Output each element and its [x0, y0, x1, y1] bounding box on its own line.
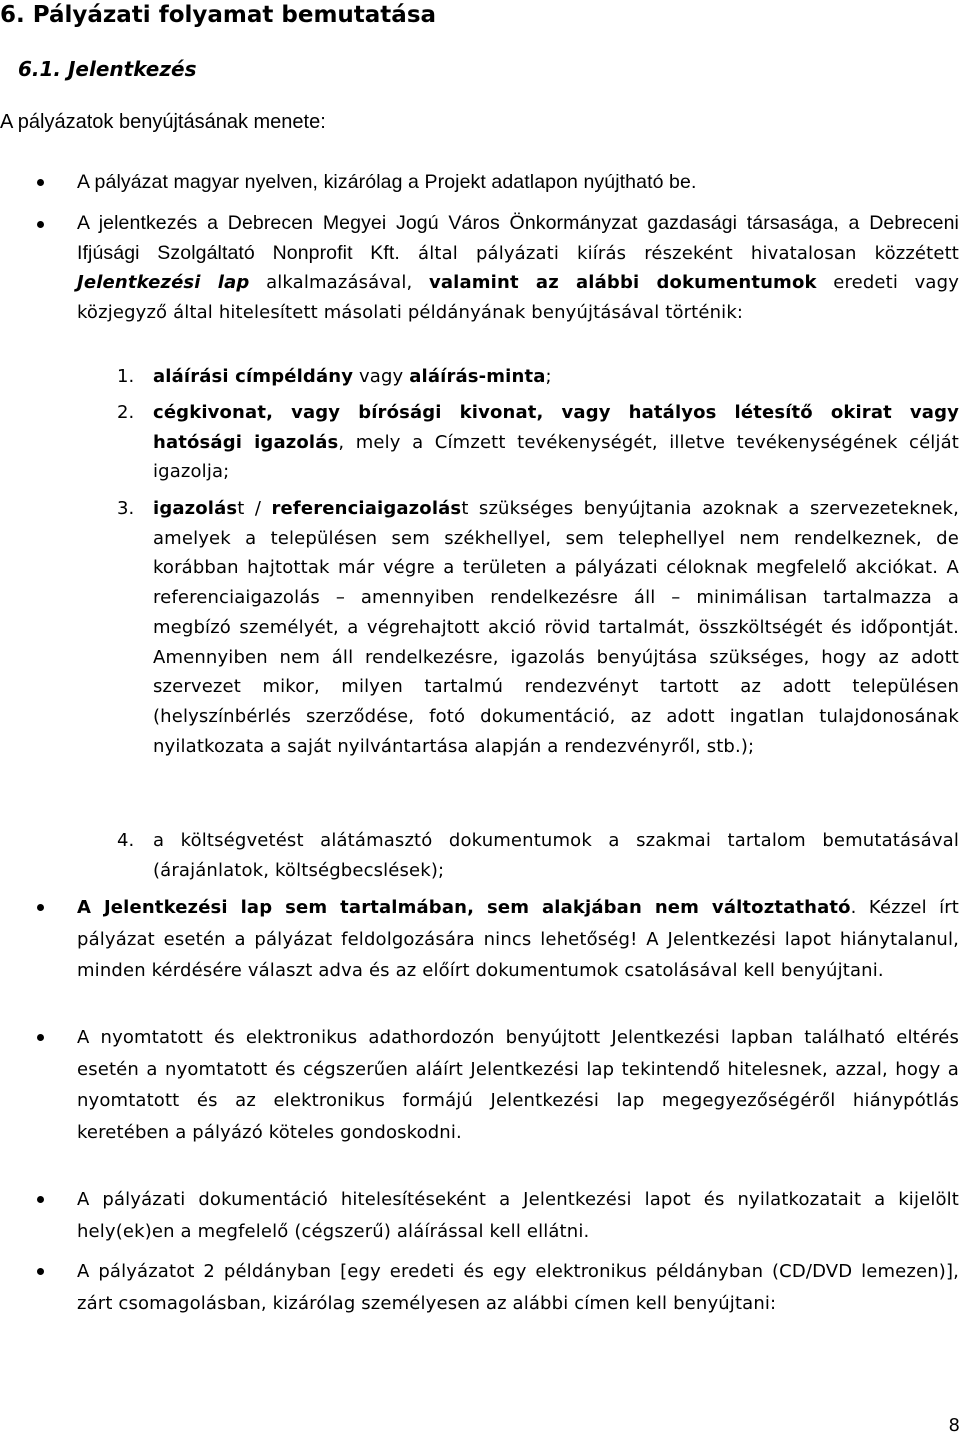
bullet-2-bold: valamint az alábbi dokumentumok [428, 272, 817, 294]
jelentkezesi-lap-term: Jelentkezési lap [77, 272, 250, 294]
list-item-4 [153, 826, 959, 885]
bullet-icon [37, 1268, 44, 1275]
list-item-1 [153, 362, 959, 392]
item-2-bold: cégkivonat, vagy bírósági kivonat, vagy hatályos létesítő okirat vagy hatósági igazolás [153, 402, 959, 453]
page-number: 8 [948, 1415, 960, 1436]
bullet-2-text-d: eredeti vagy közjegyző által hitelesített másolati példányának benyújtásával történik: [77, 272, 959, 323]
item-number: 4. [117, 830, 135, 851]
bullet-paragraph-4: A nyomtatott és elektronikus adathordozón benyújtott Jelentkezési lapban található eltérés esetén a nyomtatott és cégszerűen aláírt Jelentkezési lap tekintendő hitelesnek, azzal, hogy a nyomtatott és az elektronikus formájú Jelentkezési lap megegyezőségéről hiánypótlás keretében a pályázó köteles gondoskodni. [77, 1027, 959, 1143]
bullet-3-bold: A Jelentkezési lap sem tartalmában, sem alakjában nem változtatható [77, 897, 851, 918]
item-2-text: , mely a Címzett tevékenységét, illetve tevékenységének célját igazolja; [153, 431, 959, 483]
bullet-icon [37, 1196, 44, 1203]
list-item-3 [153, 494, 959, 761]
bullet-icon [37, 904, 44, 911]
bullet-2-text-a: A jelentkezés a Debrecen Megyei Jogú Város Önkormányzat gazdasági társasága, a Debreceni Ifjúsági Szolgáltató Nonprofit Kft. [77, 212, 959, 264]
bullet-paragraph-2 [77, 209, 959, 327]
bullet-2-text-c: alkalmazásával, [249, 272, 429, 294]
bullet-icon [37, 179, 44, 186]
bullet-icon [37, 1034, 44, 1041]
bullet-paragraph-1: A pályázat magyar nyelven, kizárólag a Projekt adatlapon nyújtható be. [77, 171, 697, 193]
item-3-text-a: t / [237, 498, 272, 519]
item-4-text: a költségvetést alátámasztó dokumentumok a szakmai tartalom bemutatásával (árajánlatok, költségbecslések); [153, 830, 959, 881]
bullet-paragraph-6: A pályázatot 2 példányban [egy eredeti és egy elektronikus példányban (CD/DVD lemezen)], zárt csomagolásban, kizárólag személyesen az alábbi címen kell benyújtani: [77, 1261, 959, 1314]
page-title: 6. Pályázati folyamat bemutatása [0, 2, 437, 28]
intro-text: A pályázatok benyújtásának menete: [0, 111, 326, 133]
bullet-3-text: . Kézzel írt pályázat esetén a pályázat feldolgozására nincs lehetőség! A Jelentkezési lapot hiánytalanul, minden kérdésére választ adva és az előírt dokumentumok csatolásával kell benyújtani. [77, 897, 959, 981]
bullet-2-text-b: által pályázati kiírás részeként hivatalosan közzétett [399, 242, 960, 264]
item-3-bold-a: igazolás [153, 498, 238, 519]
list-item-2 [153, 398, 959, 487]
item-1-bold-b: aláírás-minta [409, 366, 546, 387]
item-number: 1. [117, 366, 135, 387]
bullet-paragraph-5: A pályázati dokumentáció hitelesítéseként a Jelentkezési lapot és nyilatkozatait a kijelölt hely(ek)en a megfelelő (cégszerű) aláírással kell ellátni. [77, 1189, 959, 1242]
bullet-icon [37, 221, 44, 228]
item-3-bold-b: referenciaigazolás [271, 498, 462, 519]
item-1-end: ; [545, 366, 552, 387]
item-number: 3. [117, 498, 135, 519]
item-number: 2. [117, 402, 135, 423]
section-heading: 6.1. Jelentkezés [18, 57, 197, 81]
item-1-bold-a: aláírási címpéldány [153, 366, 354, 387]
item-1-text: vagy [353, 366, 410, 387]
bullet-paragraph-3 [77, 892, 959, 987]
item-3-text-b: t szükséges benyújtania azoknak a szervezeteknek, amelyek a településen sem székhellyel, sem telephellyel nem rendelkeznek, de korábban hajtottak már végre a területen a pályázati céloknak megfelelő akciókat. A referenciaigazolás – amennyiben rendelkezésre áll – minimálisan tartalmazza a megbízó személyét, a végrehajtott akció rövid tartalmát, összköltségét és időpontját. Amennyiben nem áll rendelkezésre, igazolás benyújtása szükséges, hogy az adott szervezet mikor, milyen tartalmú rendezvényt tartott az adott településen (helyszínbérlés szerződése, fotó dokumentáció, az adott ingatlan tulajdonosának nyilatkozata a saját nyilvántartása alapján a rendezvényről, stb.); [153, 498, 959, 757]
